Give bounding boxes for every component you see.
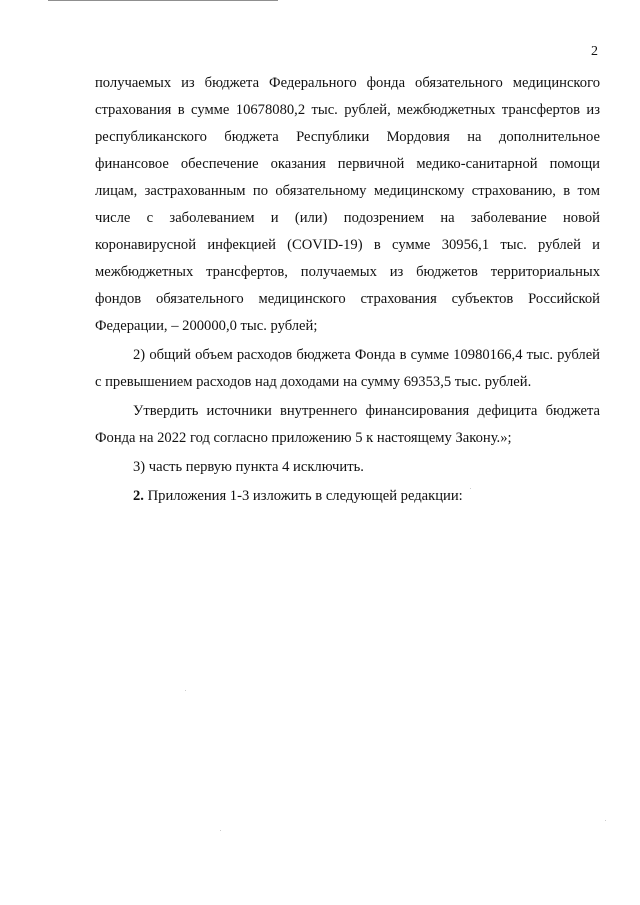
scan-speck: [470, 488, 471, 489]
scan-speck: [185, 690, 186, 691]
paragraph-exclude-clause: 3) часть первую пункта 4 исключить.: [133, 459, 364, 475]
paragraph-number: 2.: [133, 488, 144, 504]
paragraph-appendices: [95, 483, 600, 510]
scan-speck: [220, 830, 221, 831]
paragraph-deficit-sources: Утвердить источники внутреннего финансирования дефицита бюджета Фонда на 2022 год согласно приложению 5 к настоящему Закону.»;: [95, 403, 600, 446]
document-body: [95, 70, 600, 510]
scan-top-rule: [48, 0, 278, 1]
scan-speck: [605, 820, 606, 821]
paragraph-expenses: 2) общий объем расходов бюджета Фонда в сумме 10980166,4 тыс. рублей с превышением расходов над доходами на сумму 69353,5 тыс. рублей.: [95, 347, 600, 390]
paragraph-income-continuation: получаемых из бюджета Федерального фонда обязательного медицинского страхования в сумме 10678080,2 тыс. рублей, межбюджетных трансфертов из республиканского бюджета Республики Мордовия на дополнительное финансовое обеспечение оказания первичной медико-санитарной помощи лицам, застрахованным по обязательному медицинскому страхованию, в том числе с заболеванием и (или) подозрением на заболевание новой коронавирусной инфекцией (COVID-19) в сумме 30956,1 тыс. рублей и межбюджетных трансфертов, получаемых из бюджетов территориальных фондов обязательного медицинского страхования субъектов Российской Федерации, – 200000,0 тыс. рублей;: [95, 75, 600, 334]
paragraph-appendices-text: Приложения 1-3 изложить в следующей редакции:: [143, 488, 463, 504]
page-number: 2: [591, 44, 598, 59]
